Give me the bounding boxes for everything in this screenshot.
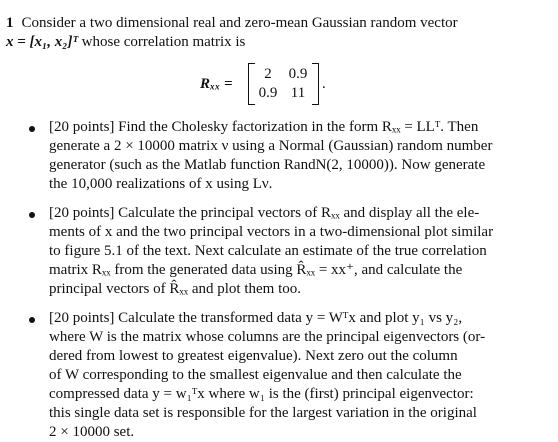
matrix-right-bracket	[312, 63, 319, 105]
matrix-cell: 2	[264, 66, 272, 82]
problem-intro-text-2: whose correlation matrix is	[81, 34, 246, 50]
problem-number: 1	[6, 15, 14, 31]
item-2-line: [20 points] Calculate the principal vectors of Rₓₓ and display all the ele-	[49, 205, 480, 221]
item-3-line: of W corresponding to the smallest eigenvalue and then calculate the	[49, 367, 462, 383]
item-3-line: where W is the matrix whose columns are the principal eigenvectors (or-	[49, 329, 486, 345]
bullet-icon	[29, 317, 35, 323]
item-3-line: 2 × 10000 set.	[49, 424, 135, 440]
item-2-line: matrix Rₓₓ from the generated data using R̂ₓₓ = xx⁺, and calculate the	[49, 262, 463, 278]
item-2-line: principal vectors of R̂ₓₓ and plot them too.	[49, 281, 301, 297]
bullet-icon	[29, 126, 35, 132]
matrix-label: Rₓₓ =	[200, 76, 233, 92]
problem-intro-line-2	[6, 33, 245, 52]
matrix-cell: 0.9	[258, 85, 278, 101]
matrix-period: .	[322, 76, 326, 92]
problem-intro-line-1	[6, 14, 458, 33]
item-1-line: generate a 2 × 10000 matrix ν using a Normal (Gaussian) random number	[49, 138, 493, 154]
matrix-cell: 11	[290, 85, 306, 101]
item-2-line: to figure 5.1 of the text. Next calculate an estimate of the true correlation	[49, 243, 487, 259]
vector-definition: x = [x₁, x₂]ᵀ	[6, 34, 78, 50]
item-3-line: dered from lowest to greatest eigenvalue). Next zero out the column	[49, 348, 458, 364]
item-3-line: [20 points] Calculate the transformed data y = Wᵀx and plot y₁ vs y₂,	[49, 310, 463, 326]
problem-intro-text: Consider a two dimensional real and zero-mean Gaussian random vector	[21, 15, 458, 31]
item-1-line: generator (such as the Matlab function RandN(2, 10000)). Now generate	[49, 157, 486, 173]
bullet-icon	[29, 212, 35, 218]
item-3-line: this single data set is responsible for the largest variation in the original	[49, 405, 477, 421]
matrix-cell: 0.9	[288, 66, 308, 82]
item-1-line: [20 points] Find the Cholesky factorization in the form Rₓₓ = LLᵀ. Then	[49, 119, 479, 135]
item-2-line: ments of x and the two principal vectors in a two-dimensional plot similar	[49, 224, 494, 240]
item-1-line: the 10,000 realizations of x using Lν.	[49, 176, 273, 192]
item-3-line: compressed data y = w₁ᵀx where w₁ is the (first) principal eigenvector:	[49, 386, 474, 402]
